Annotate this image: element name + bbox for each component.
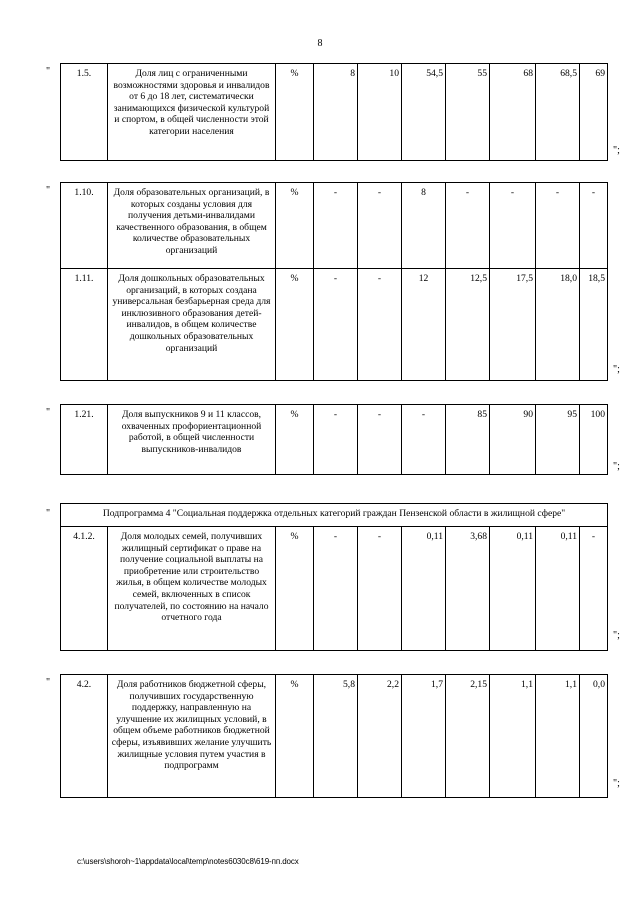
value-cell: 85 [446, 405, 490, 475]
row-number: 1.5. [61, 64, 108, 161]
table-block-2 [60, 182, 607, 381]
indicator-table [60, 503, 608, 651]
opening-quote: " [46, 677, 51, 688]
value-cell: 69 [580, 64, 608, 161]
row-number: 4.2. [61, 675, 108, 798]
row-number: 1.10. [61, 183, 108, 269]
indicator-table [60, 404, 608, 475]
value-cell: 5,8 [314, 675, 358, 798]
closing-quote: "; [613, 364, 620, 375]
indicator-table [60, 63, 608, 161]
indicator-name: Доля выпускников 9 и 11 классов, охваченных профориентационной работой, в общей численности выпускников-инвалидов [108, 405, 276, 475]
table-row [61, 675, 608, 798]
value-cell: 0,11 [536, 527, 580, 651]
value-cell: 3,68 [446, 527, 490, 651]
subprogram-row [61, 504, 608, 527]
table-row [61, 405, 608, 475]
value-cell: 8 [314, 64, 358, 161]
indicator-name: Доля образовательных организаций, в которых созданы условия для получения детьми-инвалидами качественного образования, в общем количестве образовательных организаций [108, 183, 276, 269]
table-row [61, 269, 608, 381]
indicator-name: Доля лиц с ограниченными возможностями здоровья и инвалидов от 6 до 18 лет, систематически занимающихся физической культурой и спортом, в общей численности этой категории населения [108, 64, 276, 161]
closing-quote: "; [613, 145, 620, 156]
value-cell: 8 [402, 183, 446, 269]
unit-cell: % [276, 527, 314, 651]
value-cell: 12,5 [446, 269, 490, 381]
unit-cell: % [276, 183, 314, 269]
value-cell: 0,11 [490, 527, 536, 651]
value-cell: 55 [446, 64, 490, 161]
unit-cell: % [276, 64, 314, 161]
value-cell: - [358, 269, 402, 381]
value-cell: 17,5 [490, 269, 536, 381]
closing-quote: "; [613, 630, 620, 641]
row-number: 1.21. [61, 405, 108, 475]
closing-quote: "; [613, 778, 620, 789]
value-cell: - [536, 183, 580, 269]
table-block-5 [60, 674, 607, 798]
indicator-name: Доля дошкольных образовательных организаций, в которых создана универсальная безбарьерная среда для инклюзивного образования детей-инвалидов, в общем количестве дошкольных образовательных организаций [108, 269, 276, 381]
closing-quote: "; [613, 461, 620, 472]
opening-quote: " [46, 185, 51, 196]
unit-cell: % [276, 269, 314, 381]
indicator-name: Доля молодых семей, получивших жилищный сертификат о праве на получение социальной выплаты на приобретение или строительство жилья, в общем количестве молодых семей, включенных в список получателей, по состоянию на начало отчетного года [108, 527, 276, 651]
value-cell: 18,5 [580, 269, 608, 381]
table-block-4 [60, 503, 607, 651]
value-cell: 0,11 [402, 527, 446, 651]
value-cell: 68,5 [536, 64, 580, 161]
value-cell: - [358, 183, 402, 269]
unit-cell: % [276, 405, 314, 475]
table-block-1 [60, 63, 607, 161]
value-cell: - [314, 183, 358, 269]
value-cell: 1,7 [402, 675, 446, 798]
value-cell: - [402, 405, 446, 475]
value-cell: 100 [580, 405, 608, 475]
value-cell: 0,0 [580, 675, 608, 798]
value-cell: 54,5 [402, 64, 446, 161]
value-cell: - [314, 405, 358, 475]
row-number: 4.1.2. [61, 527, 108, 651]
value-cell: - [358, 527, 402, 651]
table-row [61, 64, 608, 161]
table-block-3 [60, 404, 607, 475]
value-cell: 10 [358, 64, 402, 161]
value-cell: - [314, 527, 358, 651]
table-row [61, 527, 608, 651]
unit-cell: % [276, 675, 314, 798]
indicator-table [60, 674, 608, 798]
value-cell: 12 [402, 269, 446, 381]
opening-quote: " [46, 66, 51, 77]
value-cell: - [580, 527, 608, 651]
value-cell: 90 [490, 405, 536, 475]
value-cell: 18,0 [536, 269, 580, 381]
value-cell: 2,2 [358, 675, 402, 798]
value-cell: 1,1 [536, 675, 580, 798]
value-cell: - [314, 269, 358, 381]
value-cell: 95 [536, 405, 580, 475]
page-number: 8 [317, 38, 323, 49]
footer-file-path: c:\users\shoroh~1\appdata\local\temp\notes6030c8\619-пп.docx [77, 857, 299, 866]
value-cell: - [580, 183, 608, 269]
value-cell: 1,1 [490, 675, 536, 798]
opening-quote: " [46, 508, 51, 519]
value-cell: - [446, 183, 490, 269]
value-cell: - [358, 405, 402, 475]
row-number: 1.11. [61, 269, 108, 381]
indicator-table [60, 182, 608, 381]
subprogram-title: Подпрограмма 4 "Социальная поддержка отдельных категорий граждан Пензенской области в жилищной сфере" [61, 504, 608, 527]
value-cell: 2,15 [446, 675, 490, 798]
value-cell: 68 [490, 64, 536, 161]
value-cell: - [490, 183, 536, 269]
indicator-name: Доля работников бюджетной сферы, получивших государственную поддержку, направленную на улучшение их жилищных условий, в общем объеме работников бюджетной сферы, изъявивших желание улучшить жилищные условия путем участия в подпрограмм [108, 675, 276, 798]
opening-quote: " [46, 407, 51, 418]
table-row [61, 183, 608, 269]
